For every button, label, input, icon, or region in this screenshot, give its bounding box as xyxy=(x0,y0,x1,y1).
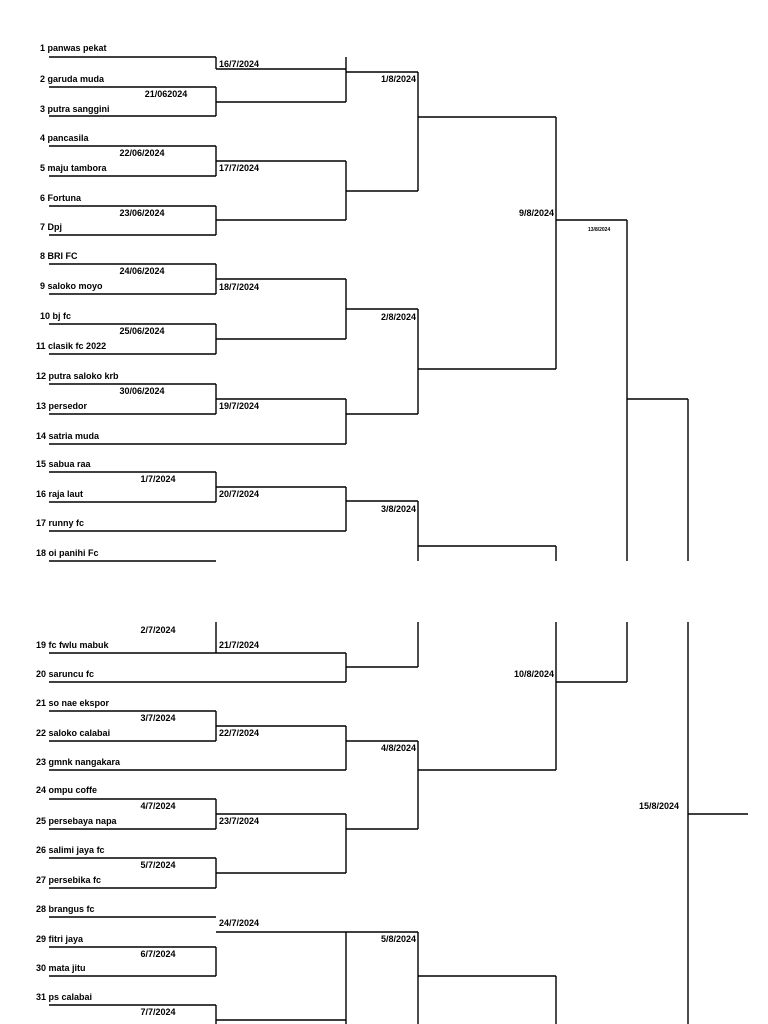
round-c-lines xyxy=(418,117,556,976)
team-29: 29 fitri jaya xyxy=(36,934,84,944)
round-a-date-8: 23/7/2024 xyxy=(219,816,260,826)
team-9: 9 saloko moyo xyxy=(40,281,103,291)
team-30: 30 mata jitu xyxy=(36,963,86,973)
team-18: 18 oi panihi Fc xyxy=(36,548,99,558)
team-26: 26 salimi jaya fc xyxy=(36,845,105,855)
team-13: 13 persedor xyxy=(36,401,88,411)
round-a-date-5: 20/7/2024 xyxy=(219,489,260,499)
team-10: 10 bj fc xyxy=(40,311,72,321)
prelim-date-3: 23/06/2024 xyxy=(119,208,165,218)
final-date: 15/8/2024 xyxy=(638,801,679,811)
team-19: 19 fc fwlu mabuk xyxy=(36,640,109,650)
team-6: 6 Fortuna xyxy=(40,193,82,203)
team-27: 27 persebika fc xyxy=(36,875,102,885)
team-1: 1 panwas pekat xyxy=(40,43,107,53)
prelim-date-13: 7/7/2024 xyxy=(140,1007,176,1017)
team-28: 28 brangus fc xyxy=(36,904,95,914)
round-b-date-4: 4/8/2024 xyxy=(380,743,416,753)
team-3: 3 putra sanggini xyxy=(40,104,110,114)
team-2: 2 garuda muda xyxy=(40,74,105,84)
team-21: 21 so nae ekspor xyxy=(36,698,110,708)
round-c-date-2: 10/8/2024 xyxy=(513,669,554,679)
prelim-date-8: 2/7/2024 xyxy=(140,625,176,635)
semi-date: 13/8/2024 xyxy=(588,227,611,233)
round-b-date-5: 5/8/2024 xyxy=(380,934,416,944)
prelim-date-12: 6/7/2024 xyxy=(140,949,176,959)
round-c-date-1: 9/8/2024 xyxy=(518,208,554,218)
round-b-date-3: 3/8/2024 xyxy=(380,504,416,514)
prelim-date-10: 4/7/2024 xyxy=(140,801,176,811)
team-11: 11 clasik fc 2022 xyxy=(36,341,107,351)
prelim-date-11: 5/7/2024 xyxy=(140,860,176,870)
team-31: 31 ps calabai xyxy=(36,992,93,1002)
team-4: 4 pancasila xyxy=(40,133,89,143)
round-a-date-9: 24/7/2024 xyxy=(219,918,260,928)
team-23: 23 gmnk nangakara xyxy=(36,757,121,767)
round-a-date-1: 16/7/2024 xyxy=(219,59,260,69)
team-12: 12 putra saloko krb xyxy=(36,371,119,381)
prelim-date-9: 3/7/2024 xyxy=(140,713,176,723)
round-a-date-6: 21/7/2024 xyxy=(219,640,260,650)
team-8: 8 BRI FC xyxy=(40,251,78,261)
prelim-date-7: 1/7/2024 xyxy=(140,474,176,484)
round-a-date-3: 18/7/2024 xyxy=(219,282,260,292)
team-7: 7 Dpj xyxy=(40,222,63,232)
team-15: 15 sabua raa xyxy=(36,459,91,469)
semi-lines xyxy=(556,220,627,682)
team-25: 25 persebaya napa xyxy=(36,816,117,826)
team-17: 17 runny fc xyxy=(36,518,85,528)
round-a-date-4: 19/7/2024 xyxy=(219,401,260,411)
round-b-lines xyxy=(346,72,418,932)
round-a-date-7: 22/7/2024 xyxy=(219,728,260,738)
round-a-date-2: 17/7/2024 xyxy=(219,163,260,173)
team-5: 5 maju tambora xyxy=(40,163,107,173)
team-20: 20 saruncu fc xyxy=(36,669,95,679)
team-14: 14 satria muda xyxy=(36,431,100,441)
team-16: 16 raja laut xyxy=(36,489,84,499)
final-lines xyxy=(627,399,748,1024)
prelim-date-6: 30/06/2024 xyxy=(119,386,165,396)
team-22: 22 saloko calabai xyxy=(36,728,111,738)
team-24: 24 ompu coffe xyxy=(36,785,98,795)
round-a-lines xyxy=(216,69,346,1020)
prelim-date-2: 22/06/2024 xyxy=(119,148,165,158)
prelim-date-1: 21/062024 xyxy=(144,89,188,99)
round-b-date-2: 2/8/2024 xyxy=(380,312,416,322)
prelim-date-4: 24/06/2024 xyxy=(119,266,165,276)
team-underlines xyxy=(49,57,346,1005)
prelim-date-5: 25/06/2024 xyxy=(119,326,165,336)
round-b-date-1: 1/8/2024 xyxy=(380,74,416,84)
